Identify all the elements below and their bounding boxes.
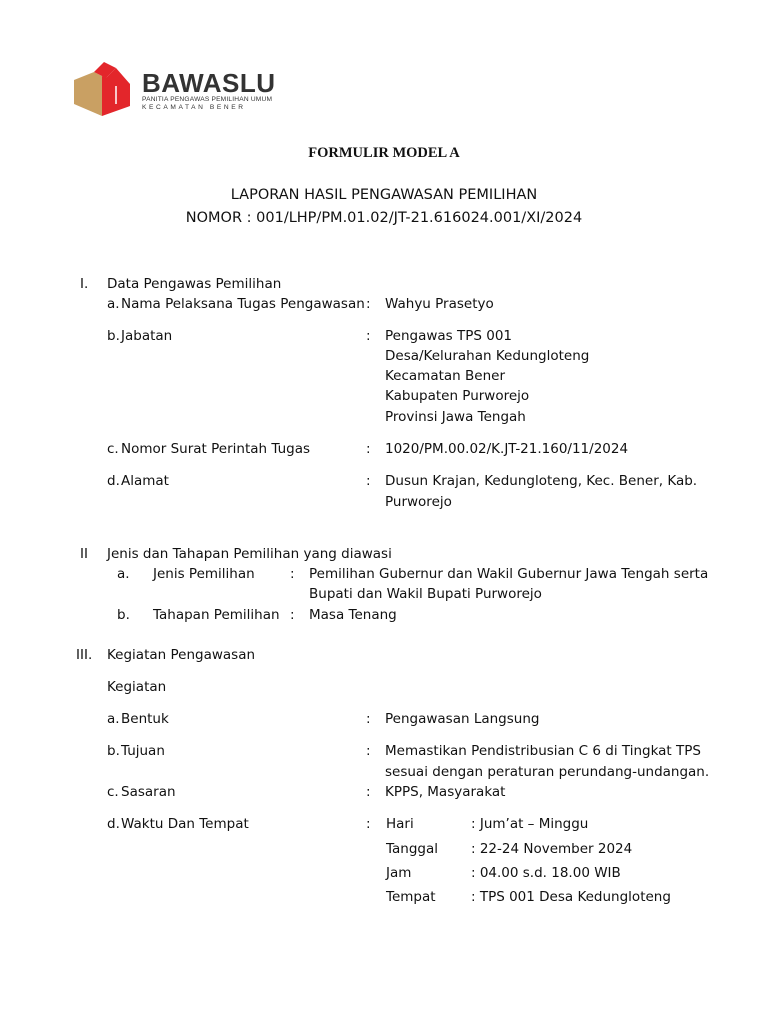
waktu-key-jam: Jam — [386, 865, 412, 881]
field-letter: b. — [107, 328, 120, 344]
waktu-value-jam: : 04.00 s.d. 18.00 WIB — [471, 865, 621, 881]
field-colon: : — [366, 296, 371, 312]
field-value: Bupati dan Wakil Bupati Purworejo — [309, 586, 542, 602]
field-colon: : — [366, 473, 371, 489]
field-colon: : — [290, 607, 295, 623]
section-number: III. — [76, 647, 93, 663]
section-title: Data Pengawas Pemilihan — [107, 276, 282, 292]
field-letter: c. — [107, 441, 119, 457]
logo-subtitle-2: KECAMATAN BENER — [142, 104, 246, 111]
field-value: Pengawas TPS 001 — [385, 328, 513, 344]
waktu-key-hari: Hari — [386, 816, 414, 832]
section-number: I. — [80, 276, 89, 292]
field-label: Sasaran — [121, 784, 176, 800]
field-colon: : — [366, 711, 371, 727]
field-colon: : — [366, 328, 371, 344]
field-value: KPPS, Masyarakat — [385, 784, 506, 800]
field-label: Tahapan Pemilihan — [153, 607, 280, 623]
field-letter: b. — [117, 607, 130, 623]
field-label: Waktu Dan Tempat — [121, 816, 249, 832]
field-letter: a. — [117, 566, 130, 582]
field-value: Memastikan Pendistribusian C 6 di Tingkat TPS — [385, 743, 701, 759]
field-colon: : — [366, 784, 371, 800]
field-value: sesuai dengan peraturan perundang-undangan. — [385, 764, 710, 780]
field-value: Provinsi Jawa Tengah — [385, 409, 526, 425]
field-value: Masa Tenang — [309, 607, 397, 623]
field-letter: d. — [107, 816, 120, 832]
logo-subtitle: PANITIA PENGAWAS PEMILIHAN UMUM — [142, 96, 273, 103]
field-value: 1020/PM.00.02/K.JT-21.160/11/2024 — [385, 441, 629, 457]
field-value: Kabupaten Purworejo — [385, 388, 530, 404]
waktu-key-tempat: Tempat — [386, 889, 436, 905]
field-letter: c. — [107, 784, 119, 800]
field-label: Tujuan — [121, 743, 165, 759]
field-colon: : — [366, 441, 371, 457]
waktu-key-tanggal: Tanggal — [386, 841, 439, 857]
field-colon: : — [290, 566, 295, 582]
report-title: LAPORAN HASIL PENGAWASAN PEMILIHAN — [230, 187, 538, 203]
field-value: Pengawasan Langsung — [385, 711, 540, 727]
section-title: Jenis dan Tahapan Pemilihan yang diawasi — [107, 546, 392, 562]
field-label: Nama Pelaksana Tugas Pengawasan — [121, 296, 365, 312]
field-label: Bentuk — [121, 711, 169, 727]
field-value: Dusun Krajan, Kedungloteng, Kec. Bener, Kab. — [385, 473, 698, 489]
field-label: Jabatan — [121, 328, 173, 344]
waktu-value-hari: : Jum’at – Minggu — [471, 816, 589, 832]
field-label: Alamat — [121, 473, 169, 489]
ballot-box-icon — [72, 62, 134, 118]
field-label: Nomor Surat Perintah Tugas — [121, 441, 311, 457]
field-letter: a. — [107, 296, 120, 312]
field-colon: : — [366, 816, 371, 832]
field-value: Wahyu Prasetyo — [385, 296, 494, 312]
logo-name: BAWASLU — [142, 68, 276, 98]
section-subtitle: Kegiatan — [107, 679, 167, 695]
field-value: Purworejo — [385, 494, 452, 510]
field-colon: : — [366, 743, 371, 759]
section-number: II — [80, 546, 88, 562]
field-letter: a. — [107, 711, 120, 727]
report-number: NOMOR : 001/LHP/PM.01.02/JT-21.616024.001/XI/2024 — [185, 210, 583, 226]
field-value: Pemilihan Gubernur dan Wakil Gubernur Jawa Tengah serta — [309, 566, 709, 582]
waktu-value-tempat: : TPS 001 Desa Kedungloteng — [471, 889, 671, 905]
field-letter: d. — [107, 473, 120, 489]
field-value: Desa/Kelurahan Kedungloteng — [385, 348, 590, 364]
field-letter: b. — [107, 743, 120, 759]
waktu-value-tanggal: : 22-24 November 2024 — [471, 841, 633, 857]
field-value: Kecamatan Bener — [385, 368, 505, 384]
section-title: Kegiatan Pengawasan — [107, 647, 256, 663]
field-label: Jenis Pemilihan — [153, 566, 255, 582]
form-title: FORMULIR MODEL A — [308, 145, 460, 161]
